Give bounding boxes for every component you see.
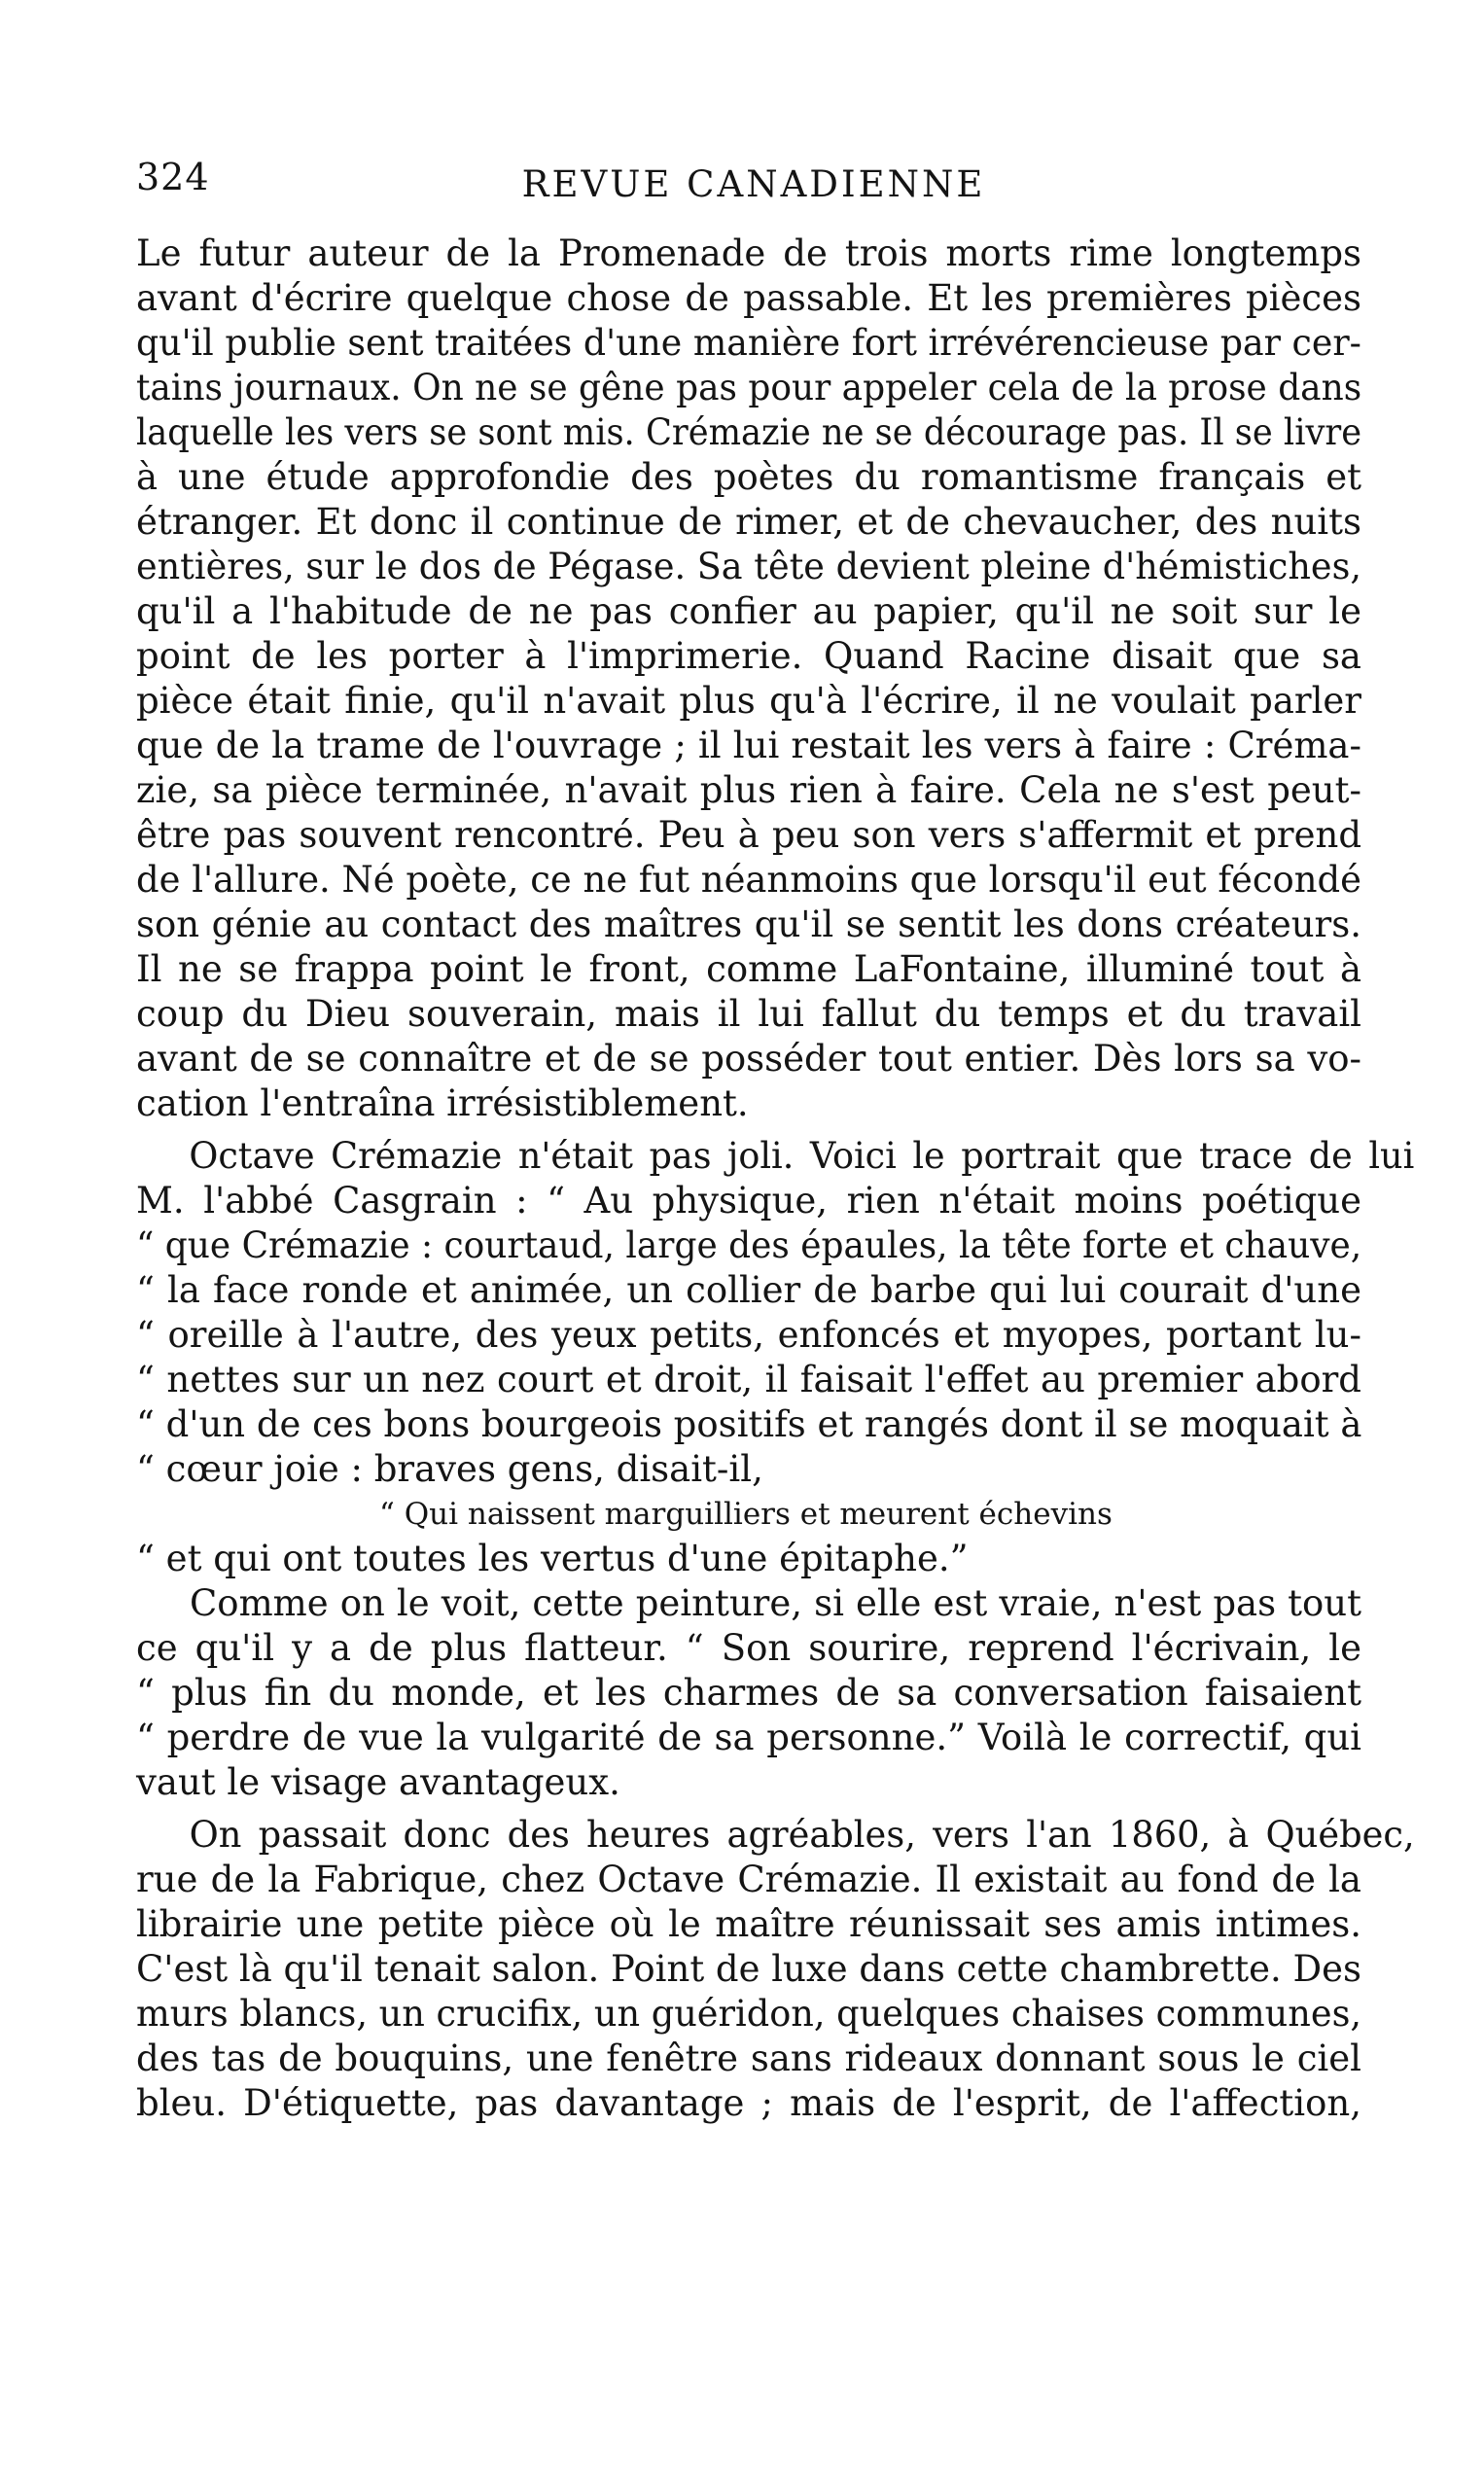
- running-head: [136, 156, 1371, 214]
- paragraph-gap: [136, 1126, 1361, 1134]
- text-line: “ plus fin du monde, et les charmes de sa conversation faisaient: [136, 1672, 1361, 1714]
- text-line: “ la face ronde et animée, un collier de barbe qui lui courait d'une: [136, 1269, 1361, 1311]
- text-line: de l'allure. Né poète, ce ne fut néanmoins que lorsqu'il eut fécondé: [136, 859, 1361, 901]
- text-line: qu'il publie sent traitées d'une manière fort irrévérencieuse par cer-: [136, 322, 1361, 364]
- text-line: laquelle les vers se sont mis. Crémazie ne se décourage pas. Il se livre: [136, 411, 1362, 453]
- text-line: tains journaux. On ne se gêne pas pour appeler cela de la prose dans: [136, 367, 1362, 408]
- text-line: son génie au contact des maîtres qu'il se sentit les dons créateurs.: [136, 903, 1361, 945]
- text-line: ce qu'il y a de plus flatteur. “ Son sourire, reprend l'écrivain, le: [136, 1627, 1361, 1669]
- text-line: On passait donc des heures agréables, vers l'an 1860, à Québec,: [189, 1814, 1415, 1856]
- text-line: étranger. Et donc il continue de rimer, et de chevaucher, des nuits: [136, 501, 1361, 543]
- text-line: M. l'abbé Casgrain : “ Au physique, rien n'était moins poétique: [136, 1180, 1361, 1222]
- text-line: que de la trame de l'ouvrage ; il lui restait les vers à faire : Créma-: [136, 725, 1361, 766]
- text-line: qu'il a l'habitude de ne pas confier au papier, qu'il ne soit sur le: [136, 590, 1361, 632]
- text-line: zie, sa pièce terminée, n'avait plus rien à faire. Cela ne s'est peut-: [136, 769, 1361, 811]
- paragraph-3: [136, 1581, 1361, 1805]
- text-line: “ d'un de ces bons bourgeois positifs et rangés dont il se moquait à: [136, 1403, 1362, 1445]
- body-text: [136, 231, 1415, 2126]
- text-line: murs blancs, un crucifix, un guéridon, quelques chaises communes,: [136, 1993, 1362, 2035]
- text-line: “ nettes sur un nez court et droit, il faisait l'effet au premier abord: [136, 1359, 1361, 1400]
- text-line: cation l'entraîna irrésistiblement.: [136, 1082, 749, 1124]
- text-line: rue de la Fabrique, chez Octave Crémazie. Il existait au fond de la: [136, 1859, 1361, 1900]
- page-number: 324: [136, 156, 210, 198]
- verse-quote: “ Qui naissent marguilliers et meurent échevins: [379, 1497, 1113, 1532]
- text-line: point de les porter à l'imprimerie. Quand Racine disait que sa: [136, 635, 1361, 677]
- text-line: être pas souvent rencontré. Peu à peu son vers s'affermit et prend: [136, 814, 1361, 856]
- text-line: librairie une petite pièce où le maître réunissait ses amis intimes.: [136, 1903, 1361, 1945]
- paragraph-2: [136, 1134, 1415, 1581]
- text-line: des tas de bouquins, une fenêtre sans rideaux donnant sous le ciel: [136, 2037, 1361, 2079]
- text-line: bleu. D'étiquette, pas davantage ; mais de l'esprit, de l'affection,: [136, 2082, 1361, 2124]
- text-line: “ cœur joie : braves gens, disait-il,: [136, 1448, 763, 1490]
- text-line: Octave Crémazie n'était pas joli. Voici le portrait que trace de lui: [189, 1135, 1415, 1177]
- text-line: “ que Crémazie : courtaud, large des épaules, la tête forte et chauve,: [136, 1224, 1362, 1266]
- text-line: “ perdre de vue la vulgarité de sa personne.” Voilà le correctif, qui: [136, 1717, 1361, 1758]
- text-line: entières, sur le dos de Pégase. Sa tête devient pleine d'hémistiches,: [136, 546, 1361, 587]
- paragraph-1: [136, 231, 1361, 1126]
- text-line: C'est là qu'il tenait salon. Point de luxe dans cette chambrette. Des: [136, 1948, 1361, 1990]
- text-line: Il ne se frappa point le front, comme LaFontaine, illuminé tout à: [136, 948, 1361, 990]
- text-line: pièce était finie, qu'il n'avait plus qu'à l'écrire, il ne voulait parler: [136, 680, 1361, 722]
- text-line: à une étude approfondie des poètes du romantisme français et: [136, 456, 1361, 498]
- text-line: “ oreille à l'autre, des yeux petits, enfoncés et myopes, portant lu-: [136, 1314, 1361, 1356]
- text-line: avant d'écrire quelque chose de passable. Et les premières pièces: [136, 277, 1361, 319]
- text-line: “ et qui ont toutes les vertus d'une épitaphe.”: [136, 1538, 969, 1579]
- text-line: vaut le visage avantageux.: [136, 1761, 620, 1803]
- text-line: avant de se connaître et de se posséder tout entier. Dès lors sa vo-: [136, 1038, 1361, 1080]
- text-line: Comme on le voit, cette peinture, si elle est vraie, n'est pas tout: [190, 1582, 1361, 1624]
- text-line: Le futur auteur de la Promenade de trois morts rime longtemps: [136, 232, 1361, 274]
- paragraph-gap: [136, 1805, 1361, 1813]
- text-line: coup du Dieu souverain, mais il lui fallut du temps et du travail: [136, 993, 1361, 1035]
- running-title: REVUE CANADIENNE: [521, 163, 986, 205]
- paragraph-4: [136, 1813, 1415, 2126]
